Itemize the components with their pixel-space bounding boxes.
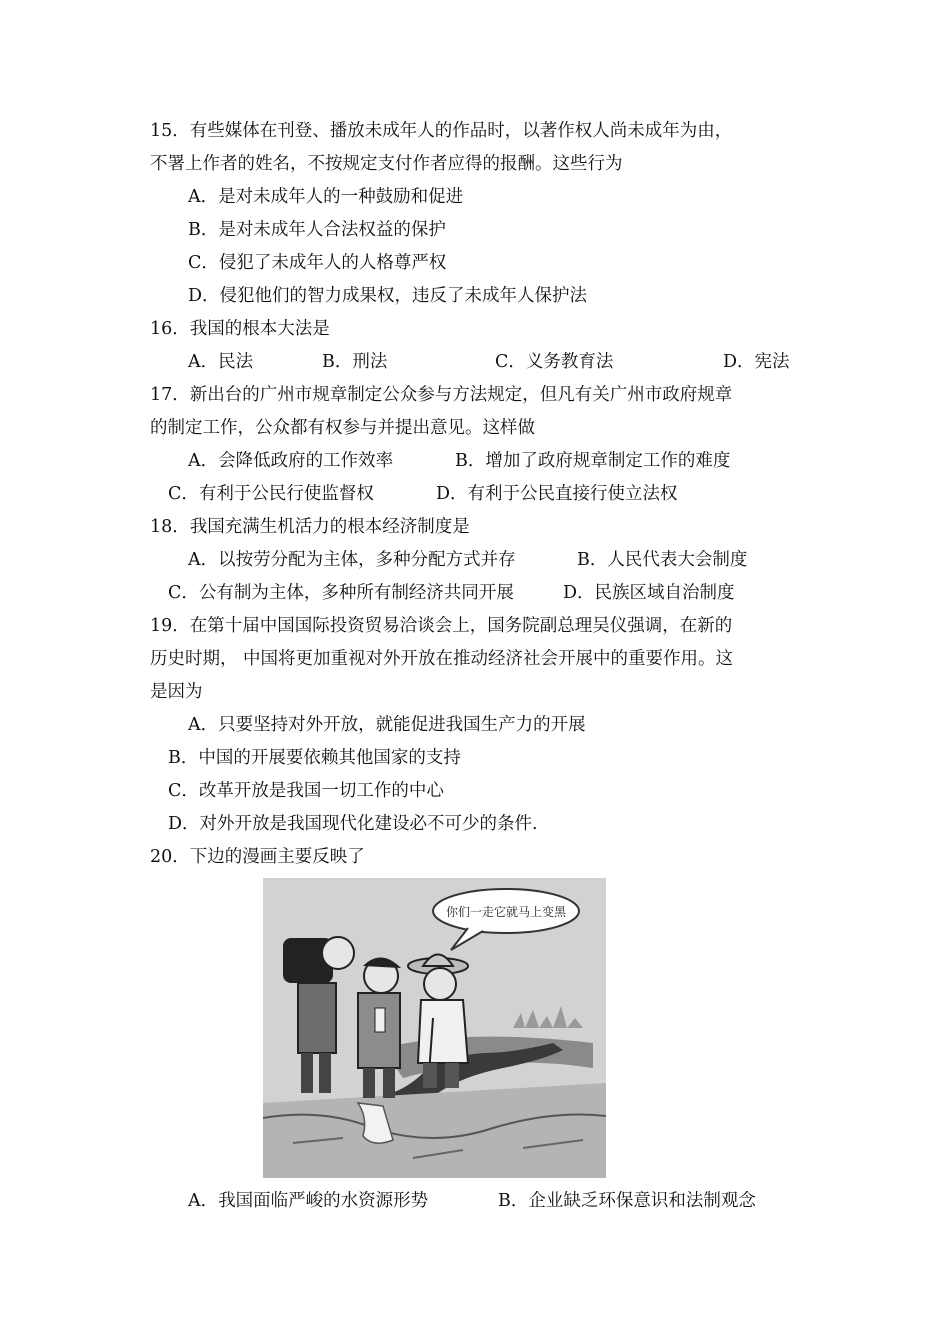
q15-option-b: B．是对未成年人合法权益的保护: [188, 220, 446, 240]
q17-option-c: C．有利于公民行使监督权: [168, 484, 374, 504]
q20-stem: 20．下边的漫画主要反映了: [150, 847, 365, 867]
q15-option-c: C．侵犯了未成年人的人格尊严权: [188, 253, 447, 273]
q17-stem-line-2: 的制定工作，公众都有权参与并提出意见。这样做: [150, 418, 535, 438]
q15-stem-line-1: 15．有些媒体在刊登、播放未成年人的作品时，以著作权人尚未成年为由，: [150, 121, 733, 141]
q16-stem: 16．我国的根本大法是: [150, 319, 330, 339]
q16-option-a: A．民法: [188, 352, 254, 372]
q16-option-d: D．宪法: [723, 352, 790, 372]
q15-option-a: A．是对未成年人的一种鼓励和促进: [188, 187, 464, 207]
q20-option-b: B．企业缺乏环保意识和法制观念: [498, 1191, 756, 1211]
q17-option-a: A．会降低政府的工作效率: [188, 451, 394, 471]
q18-stem: 18．我国充满生机活力的根本经济制度是: [150, 517, 470, 537]
q17-stem-line-1: 17．新出台的广州市规章制定公众参与方法规定，但凡有关广州市政府规章: [150, 385, 733, 405]
q18-option-a: A．以按劳分配为主体，多种分配方式并存: [188, 550, 516, 570]
q15-stem-line-2: 不署上作者的姓名，不按规定支付作者应得的报酬。这些行为: [150, 154, 623, 174]
cartoon-speech-text: 你们一走它就马上变黑: [445, 905, 567, 919]
q17-option-b: B．增加了政府规章制定工作的难度: [455, 451, 731, 471]
q18-option-b: B．人民代表大会制度: [577, 550, 748, 570]
q18-option-c: C．公有制为主体，多种所有制经济共同开展: [168, 583, 514, 603]
q20-option-a: A．我国面临严峻的水资源形势: [188, 1191, 429, 1211]
q19-stem-line-3: 是因为: [150, 682, 203, 702]
q19-option-a: A．只要坚持对外开放，就能促进我国生产力的开展: [188, 715, 586, 735]
q19-stem-line-1: 19．在第十届中国国际投资贸易洽谈会上，国务院副总理吴仪强调，在新的: [150, 616, 733, 636]
q16-option-b: B．刑法: [322, 352, 388, 372]
cartoon-image: [263, 878, 606, 1178]
q16-option-c: C．义务教育法: [495, 352, 614, 372]
q19-option-d: D．对外开放是我国现代化建设必不可少的条件.: [168, 814, 538, 834]
cartoon-drawing: [263, 878, 606, 1178]
q19-option-b: B．中国的开展要依赖其他国家的支持: [168, 748, 461, 768]
q19-option-c: C．改革开放是我国一切工作的中心: [168, 781, 444, 801]
q17-option-d: D．有利于公民直接行使立法权: [436, 484, 678, 504]
q15-option-d: D．侵犯他们的智力成果权，违反了未成年人保护法: [188, 286, 588, 306]
q19-stem-line-2: 历史时期， 中国将更加重视对外开放在推动经济社会开展中的重要作用。这: [150, 649, 734, 669]
q18-option-d: D．民族区域自治制度: [563, 583, 735, 603]
